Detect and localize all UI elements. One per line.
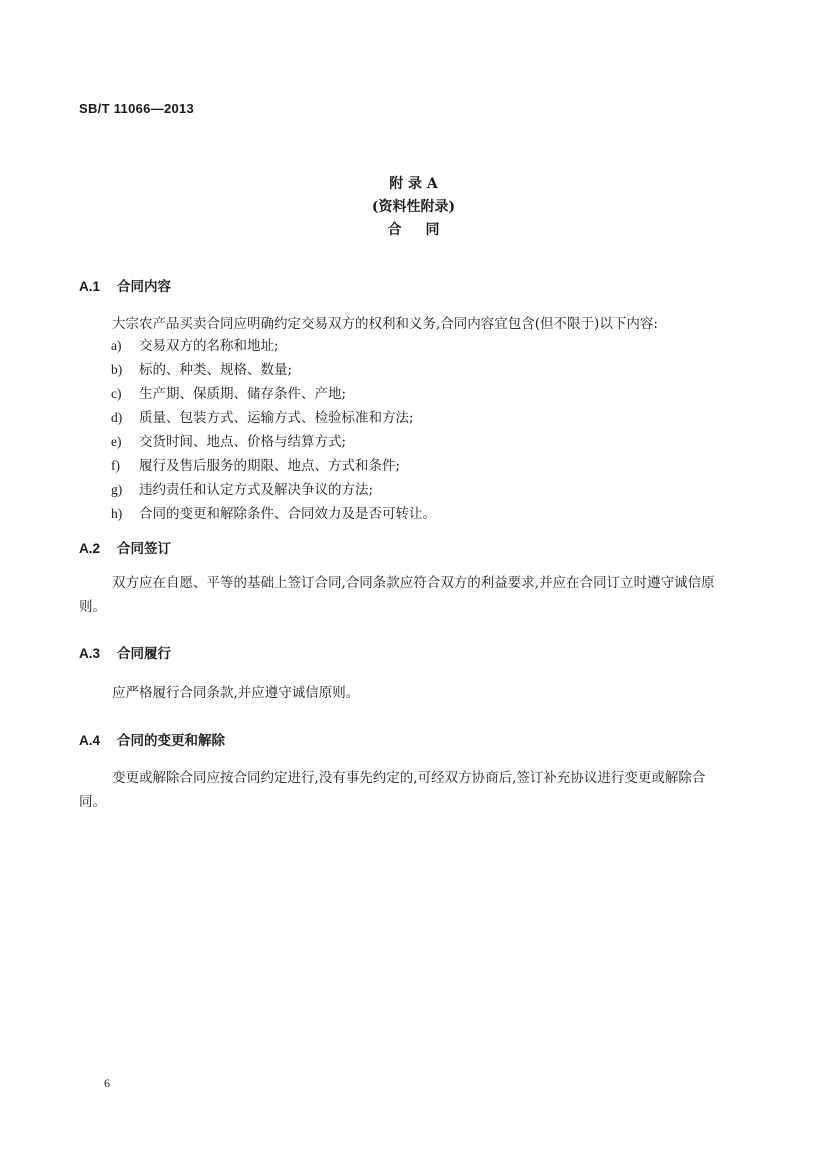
section-number: A.2 bbox=[79, 541, 101, 556]
list-item bbox=[111, 430, 436, 454]
section-number: A.3 bbox=[79, 646, 101, 661]
list-item bbox=[111, 334, 436, 358]
section-title: 合同内容 bbox=[117, 279, 171, 295]
appendix-subtitle: (资料性附录) bbox=[371, 199, 456, 215]
list-item bbox=[111, 454, 436, 478]
list-item-text: 交易双方的名称和地址; bbox=[139, 338, 279, 354]
appendix-title: 附 录 A bbox=[389, 176, 438, 192]
section-title: 合同签订 bbox=[117, 541, 171, 557]
standard-code: SB/T 11066—2013 bbox=[79, 101, 195, 116]
section-intro: 大宗农产品买卖合同应明确约定交易双方的权利和义务,合同内容宜包含(但不限于)以下内容: bbox=[112, 316, 658, 332]
list-marker: d) bbox=[111, 410, 123, 425]
list-item bbox=[111, 478, 436, 502]
list-item bbox=[111, 406, 436, 430]
section-heading-a4 bbox=[79, 729, 225, 749]
section-number: A.4 bbox=[79, 733, 101, 748]
list-item bbox=[111, 502, 436, 526]
section-body: 应严格履行合同条款,并应遵守诚信原则。 bbox=[112, 685, 360, 701]
list-item-text: 交货时间、地点、价格与结算方式; bbox=[139, 434, 347, 450]
list-marker: h) bbox=[111, 506, 123, 521]
list-item-text: 标的、种类、规格、数量; bbox=[139, 362, 293, 378]
page-number: 6 bbox=[104, 1076, 110, 1090]
list-marker: b) bbox=[111, 362, 123, 377]
list-marker: g) bbox=[111, 482, 123, 497]
section-number: A.1 bbox=[79, 279, 101, 294]
list-marker: a) bbox=[111, 338, 122, 353]
list-item bbox=[111, 382, 436, 406]
section-title: 合同的变更和解除 bbox=[117, 733, 225, 749]
list-item-text: 质量、包装方式、运输方式、检验标准和方法; bbox=[139, 410, 414, 426]
section-body: 双方应在自愿、平等的基础上签订合同,合同条款应符合双方的利益要求,并应在合同订立时遵守诚信原则。 bbox=[79, 575, 715, 615]
list-item bbox=[111, 358, 436, 382]
section-heading-a1 bbox=[79, 275, 171, 295]
appendix-name: 合同 bbox=[387, 222, 464, 238]
list-item-text: 履行及售后服务的期限、地点、方式和条件; bbox=[139, 458, 401, 474]
section-heading-a2 bbox=[79, 537, 171, 557]
section-title: 合同履行 bbox=[117, 646, 171, 662]
list-item-text: 合同的变更和解除条件、合同效力及是否可转让。 bbox=[139, 506, 436, 522]
section-heading-a3 bbox=[79, 642, 171, 662]
list-marker: f) bbox=[111, 458, 120, 473]
list-item-text: 违约责任和认定方式及解决争议的方法; bbox=[139, 482, 374, 498]
list-marker: e) bbox=[111, 434, 122, 449]
section-body: 变更或解除合同应按合同约定进行,没有事先约定的,可经双方协商后,签订补充协议进行变更或解除合同。 bbox=[79, 770, 706, 810]
list-marker: c) bbox=[111, 386, 122, 401]
list-item-text: 生产期、保质期、储存条件、产地; bbox=[139, 386, 347, 402]
content-list bbox=[111, 334, 436, 526]
